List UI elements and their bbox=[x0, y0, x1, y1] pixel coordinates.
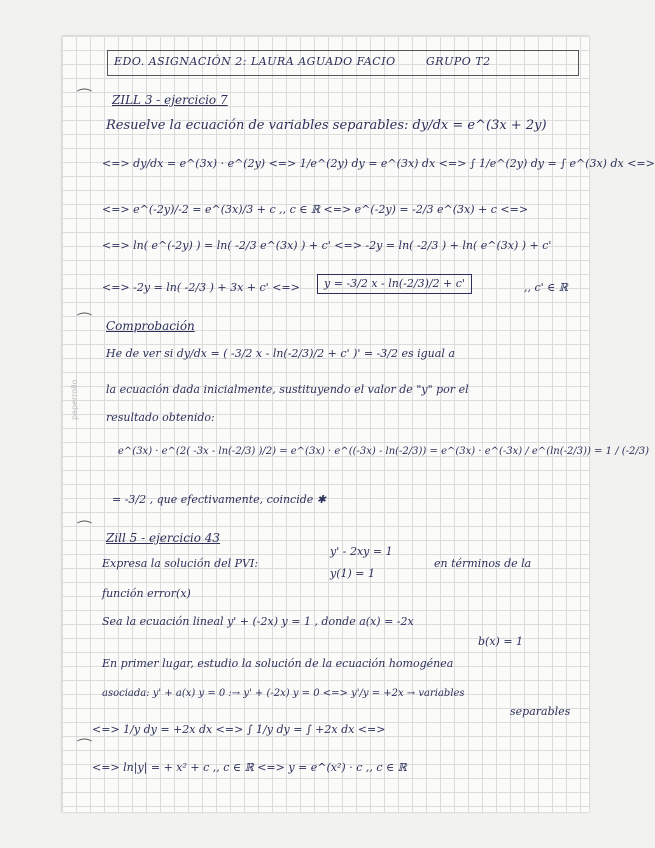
section2-line-5: = -3/2 , que efectivamente, coincide ✱ bbox=[112, 493, 326, 506]
section3-line-4: En primer lugar, estudio la solución de la ecuación homogénea bbox=[102, 657, 454, 670]
pvi-equation-2: y(1) = 1 bbox=[330, 567, 376, 580]
punch-hole-mark: ⁀ bbox=[78, 738, 91, 757]
punch-hole-mark: ⁀ bbox=[78, 88, 91, 107]
section3-line-2: Sea la ecuación lineal y' + (-2x) y = 1 , donde a(x) = -2x bbox=[102, 615, 414, 628]
header-group: GRUPO T2 bbox=[426, 55, 491, 68]
section3-title: Zill 5 - ejercicio 43 bbox=[106, 531, 221, 545]
section1-line-1: Resuelve la ecuación de variables separables: dy/dx = e^(3x + 2y) bbox=[106, 118, 547, 133]
pvi-equation-1: y' - 2xy = 1 bbox=[330, 545, 393, 558]
boxed-solution: y = -3/2 x - ln(-2/3)/2 + c' bbox=[317, 274, 472, 294]
section3-line-8: <=> ln|y| = + x² + c ,, c ∈ ℝ <=> y = e^(x²) · c ,, c ∈ ℝ bbox=[92, 761, 407, 774]
header-box bbox=[107, 50, 579, 76]
section3-line-5: asociada: y' + a(x) y = 0 :→ y' + (-2x) y = 0 <=> y'/y = +2x → variables bbox=[102, 688, 465, 699]
punch-hole-mark: ⁀ bbox=[78, 520, 91, 539]
section1-title: ZILL 3 - ejercicio 7 bbox=[112, 93, 228, 107]
section2-line-2: la ecuación dada inicialmente, sustituyendo el valor de "y" por el bbox=[106, 383, 469, 396]
section1-line-5: <=> -2y = ln( -2/3 ) + 3x + c' <=> bbox=[102, 281, 300, 294]
pvi-tail: en términos de la bbox=[434, 557, 532, 570]
pvi-label: Expresa la solución del PVI: bbox=[102, 557, 259, 570]
section2-line-4: e^(3x) · e^(2( -3x - ln(-2/3) )/2) = e^(3x) · e^((-3x) - ln(-2/3)) = e^(3x) · e^(-3x) / e^(ln(-2/3)) = 1 / (-2/3) bbox=[118, 446, 650, 457]
section1-line-4: <=> ln( e^(-2y) ) = ln( -2/3 e^(3x) ) + c' <=> -2y = ln( -2/3 ) + ln( e^(3x) ) + c' bbox=[102, 239, 552, 252]
section1-line-6: ,, c' ∈ ℝ bbox=[524, 281, 568, 294]
paper-watermark: paperrollo bbox=[70, 379, 79, 420]
section3-line-7: <=> 1/y dy = +2x dx <=> ∫ 1/y dy = ∫ +2x dx <=> bbox=[92, 723, 386, 736]
section1-line-2: <=> dy/dx = e^(3x) · e^(2y) <=> 1/e^(2y) dy = e^(3x) dx <=> ∫ 1/e^(2y) dy = ∫ e^(3x) dx <=> bbox=[102, 157, 655, 170]
header-title: EDO. ASIGNACIÓN 2: LAURA AGUADO FACIO bbox=[114, 55, 396, 68]
section3-line-1: función error(x) bbox=[102, 587, 191, 600]
punch-hole-mark: ⁀ bbox=[78, 312, 91, 331]
section1-line-3: <=> e^(-2y)/-2 = e^(3x)/3 + c ,, c ∈ ℝ <=> e^(-2y) = -2/3 e^(3x) + c <=> bbox=[102, 203, 529, 216]
section2-line-1: He de ver si dy/dx = ( -3/2 x - ln(-2/3)/2 + c' )' = -3/2 es igual a bbox=[106, 347, 455, 360]
notebook-page bbox=[62, 36, 655, 812]
section3-line-6: separables bbox=[510, 705, 571, 718]
section3-line-3: b(x) = 1 bbox=[478, 635, 524, 648]
section2-line-3: resultado obtenido: bbox=[106, 411, 215, 424]
section2-title: Comprobación bbox=[106, 319, 195, 333]
